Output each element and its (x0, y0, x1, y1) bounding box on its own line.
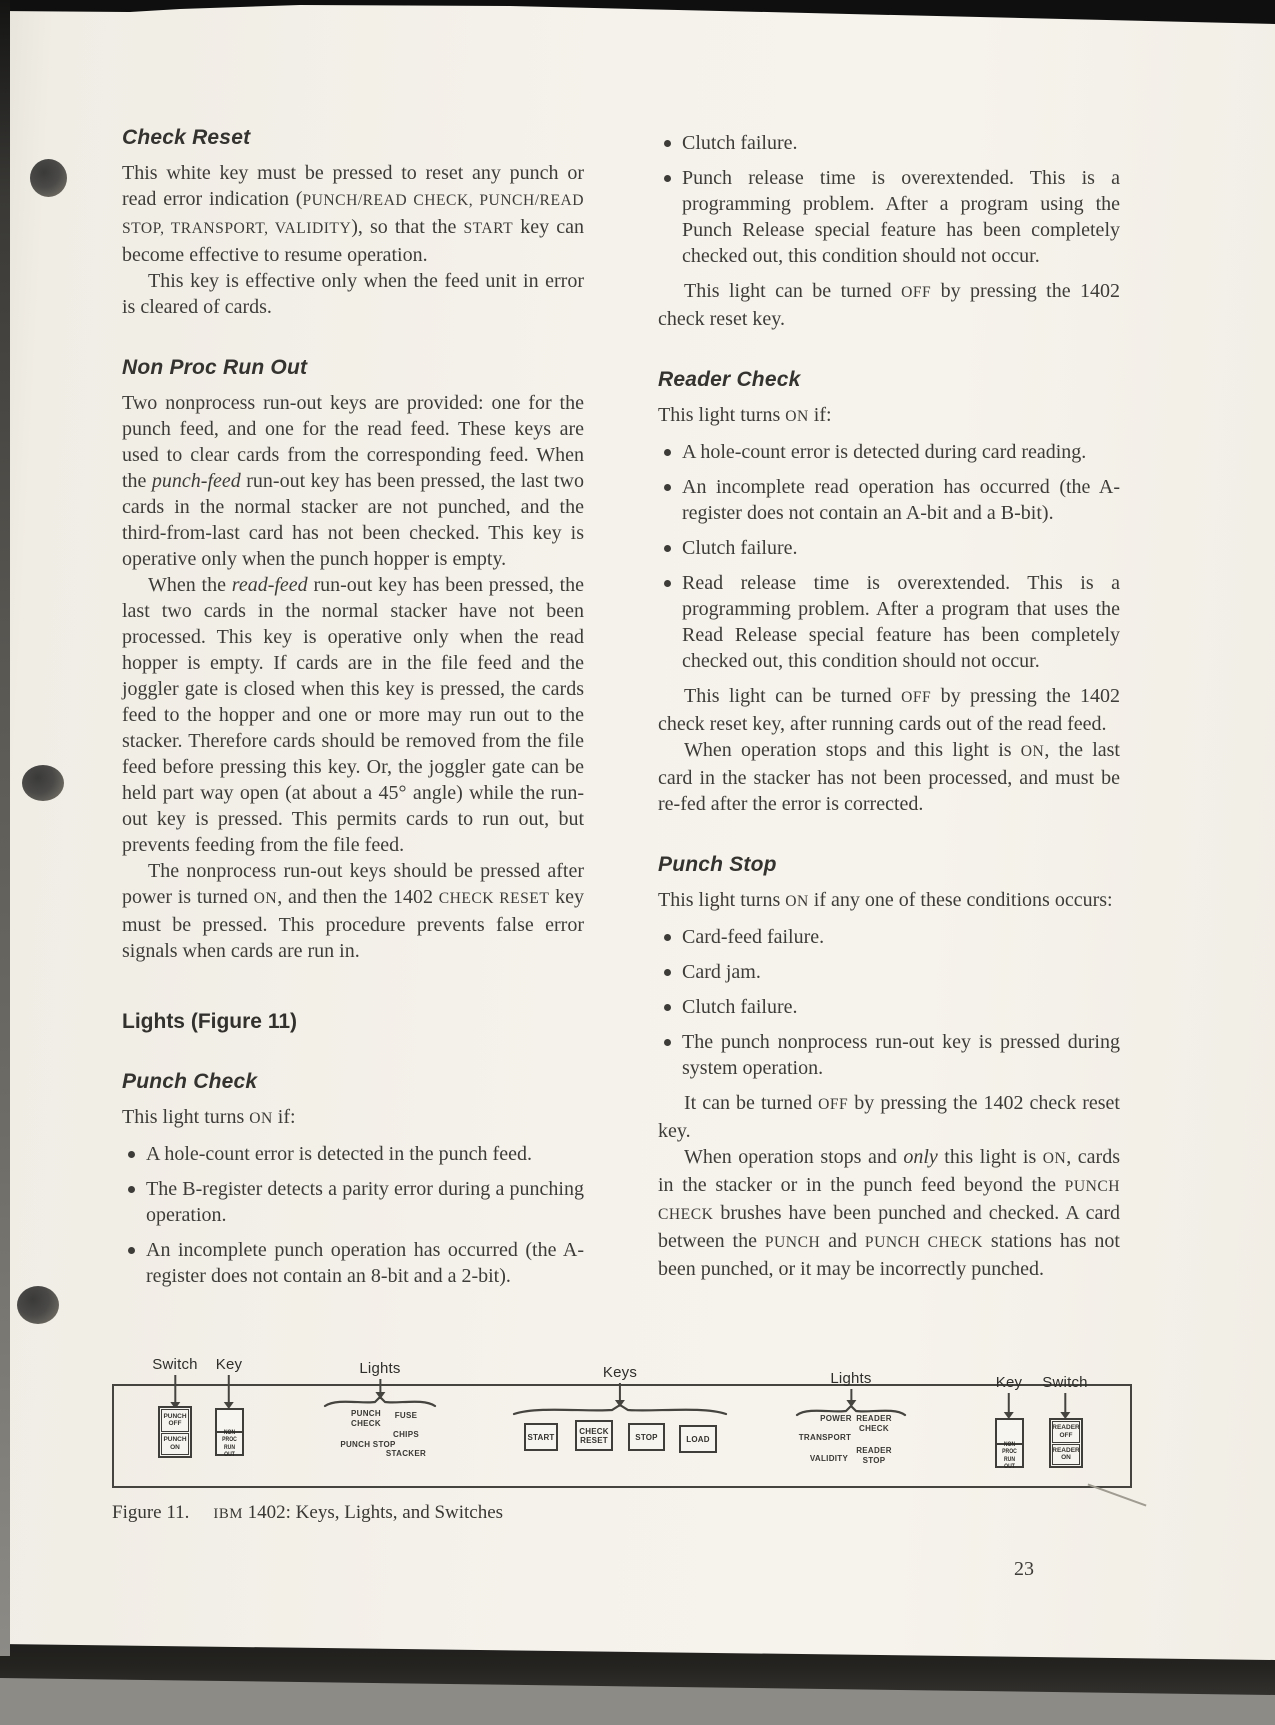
figure-pointer-label: Switch (152, 1356, 198, 1373)
right-column (658, 130, 1120, 1282)
bullet-item: Clutch failure. (658, 535, 1120, 561)
figure-caption (112, 1502, 503, 1524)
figure-pointer-label: Switch (1042, 1374, 1088, 1391)
switch-position-punch-on[interactable]: PUNCH ON (161, 1433, 189, 1456)
punch-check-continued-bullet-list (658, 130, 1120, 269)
light-fuse: FUSE (394, 1411, 418, 1420)
punch-power-switch[interactable] (158, 1406, 192, 1458)
bullet-item: An incomplete read operation has occurred (the A-register does not contain an A-bit and a B-bit). (658, 474, 1120, 526)
bullet-item: Card-feed failure. (658, 924, 1120, 950)
heading-lights: Lights (Figure 11) (122, 1010, 298, 1033)
down-arrow-icon (1064, 1393, 1066, 1413)
light-power: POWER (820, 1414, 852, 1423)
figure-caption-label: Figure 11. (112, 1502, 190, 1523)
switch-position-reader-on[interactable]: READER ON (1052, 1444, 1080, 1466)
down-arrow-icon (228, 1375, 230, 1403)
heading-punch-stop: Punch Stop (658, 853, 777, 876)
bullet-item: Punch release time is overextended. This is a programming problem. After a program using the Punch Release special feature has been completely checked out, this condition should not occur. (658, 165, 1120, 269)
reader-non-proc-run-out-key[interactable] (995, 1418, 1024, 1468)
figure-pointer-lights-right (830, 1370, 871, 1401)
light-reader-check: READER CHECK (856, 1414, 892, 1433)
paragraph: This light turns ON if any one of these conditions occurs: (658, 889, 1113, 911)
light-transport: TRANSPORT (798, 1433, 852, 1442)
bullet-item: Read release time is overextended. This is a programming problem. After a program that uses the Read Release special feature has been completely checked out, this condition should not occur. (658, 570, 1120, 674)
figure-caption-title: IBM 1402: Keys, Lights, and Switches (213, 1502, 504, 1523)
page-number: 23 (1014, 1558, 1034, 1580)
figure-pointer-label: Keys (602, 1364, 638, 1381)
bullet-item: The B-register detects a parity error during a punching operation. (122, 1176, 584, 1228)
binder-hole (30, 159, 67, 197)
heading-check-reset: Check Reset (122, 126, 251, 149)
heading-reader-check: Reader Check (658, 368, 801, 391)
punch-non-proc-run-out-key[interactable] (215, 1408, 244, 1456)
paragraph: When operation stops and only this light is ON, cards in the stacker or in the punch feed beyond the PUNCH CHECK brushes have been punched and checked. A card between the PUNCH and PUNCH CHECK stations has not been punched, or it may be incorrectly punched. (658, 1146, 1120, 1280)
figure-pointer-key-left (216, 1356, 242, 1403)
punch-check-bullet-list (122, 1141, 584, 1289)
stop-key[interactable]: STOP (628, 1423, 665, 1451)
figure-pointer-label: Key (995, 1374, 1023, 1391)
punch-stop-bullet-list (658, 924, 1120, 1081)
section-check-reset (122, 126, 584, 320)
section-reader-check (658, 368, 1120, 817)
section-punch-check-continued (658, 130, 1120, 332)
section-punch-check (122, 1070, 584, 1289)
figure-pointer-key-right (996, 1374, 1022, 1413)
figure-pointer-switch-right (1042, 1374, 1087, 1413)
down-arrow-icon (174, 1375, 176, 1403)
figure-pointer-label: Lights (359, 1360, 401, 1377)
paragraph: This light can be turned OFF by pressing the 1402 check reset key, after running cards out of the read feed. (658, 685, 1121, 735)
left-column (122, 126, 584, 1298)
down-arrow-icon (379, 1379, 381, 1393)
reader-power-switch[interactable] (1049, 1418, 1083, 1468)
heading-non-proc-run-out: Non Proc Run Out (122, 356, 308, 379)
paragraph: The nonprocess run-out keys should be pressed after power is turned ON, and then the 1402 CHECK RESET key must be pressed. This procedure prevents false error signals when cards are run in. (122, 860, 584, 962)
paragraph: This white key must be pressed to reset any punch or read error indication (PUNCH/READ CHECK, PUNCH/READ STOP, TRANSPORT, VALIDITY), so that the START key can become effective to resume operation. (122, 162, 584, 266)
figure-pointer-lights-left (359, 1360, 400, 1393)
check-reset-key[interactable]: CHECK RESET (575, 1420, 613, 1451)
bullet-item: A hole-count error is detected in the punch feed. (122, 1141, 584, 1167)
bullet-item: Card jam. (658, 959, 1120, 985)
load-key[interactable]: LOAD (679, 1425, 717, 1453)
paragraph: When the read-feed run-out key has been pressed, the last two cards in the normal stacker have not been processed. This key is operative only when the read hopper is empty. If cards are in the file feed and the joggler gate is closed when this key is pressed, the cards feed to the hopper and one or more may run out to the stacker. Therefore cards should be removed from the file feed before pressing this key. Or, the joggler gate can be held part way open (at about a 45° angle) while the run-out key is pressed. This permits cards to run out, but prevents feeding from the file feed. (122, 574, 584, 856)
bullet-item: The punch nonprocess run-out key is pressed during system operation. (658, 1029, 1120, 1081)
paragraph: This light turns ON if: (122, 1106, 296, 1128)
down-arrow-icon (850, 1389, 852, 1401)
paragraph: This light turns ON if: (658, 404, 832, 426)
bullet-item: Clutch failure. (658, 130, 1120, 156)
light-validity: VALIDITY (809, 1454, 849, 1463)
brace-icon (323, 1394, 437, 1408)
key-label: NON PROC RUN OUT (1002, 1440, 1017, 1470)
down-arrow-icon (619, 1383, 621, 1401)
binder-hole (17, 1286, 59, 1324)
paragraph: This key is effective only when the feed unit in error is cleared of cards. (122, 270, 584, 318)
light-punch-stop: PUNCH STOP (340, 1440, 396, 1449)
switch-position-punch-off[interactable]: PUNCH OFF (161, 1409, 189, 1432)
heading-punch-check: Punch Check (122, 1070, 258, 1093)
figure-pointer-label: Key (215, 1356, 243, 1373)
figure-pointer-label: Lights (830, 1370, 872, 1387)
figure-pointer-keys (603, 1364, 637, 1401)
bullet-item: Clutch failure. (658, 994, 1120, 1020)
bullet-item: An incomplete punch operation has occurred (the A-register does not contain an 8-bit and a 2-bit). (122, 1237, 584, 1289)
light-punch-check: PUNCH CHECK (351, 1409, 381, 1428)
light-chips: CHIPS (393, 1430, 419, 1439)
light-reader-stop: READER STOP (856, 1446, 892, 1465)
brace-icon (512, 1402, 728, 1416)
figure-pointer-switch-left (152, 1356, 197, 1403)
section-punch-stop (658, 853, 1120, 1282)
switch-position-reader-off[interactable]: READER OFF (1052, 1421, 1080, 1443)
paragraph: It can be turned OFF by pressing the 1402 check reset key. (658, 1092, 1120, 1142)
start-key[interactable]: START (524, 1423, 558, 1451)
paragraph: When operation stops and this light is ON, the last card in the stacker has not been processed, and must be re-fed after the error is corrected. (658, 739, 1120, 815)
scan-left-edge (0, 0, 10, 1656)
key-label: NON PROC RUN OUT (222, 1428, 237, 1458)
bullet-item: A hole-count error is detected during card reading. (658, 439, 1120, 465)
section-non-proc-run-out (122, 356, 584, 964)
light-stacker: STACKER (385, 1449, 427, 1458)
reader-check-bullet-list (658, 439, 1120, 674)
down-arrow-icon (1008, 1393, 1010, 1413)
binder-hole (22, 765, 64, 801)
paragraph: Two nonprocess run-out keys are provided: one for the punch feed, and one for the read feed. These keys are used to clear cards from the corresponding feed. When the punch-feed run-out key has been pressed, the last two cards in the normal stacker are not punched, and the third-from-last card has not been checked. This key is operative only when the punch hopper is empty. (122, 392, 584, 570)
paragraph: This light can be turned OFF by pressing the 1402 check reset key. (658, 280, 1121, 330)
